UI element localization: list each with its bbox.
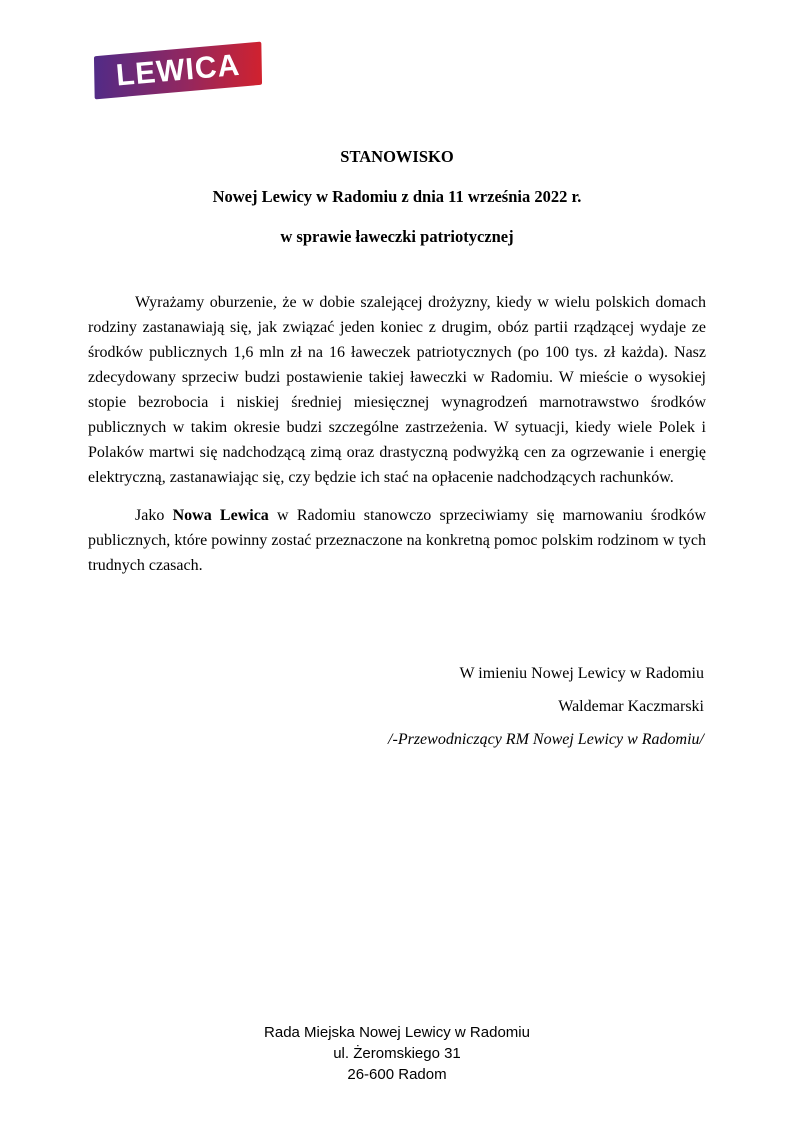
paragraph-2-prefix: Jako xyxy=(135,507,173,524)
lewica-logo xyxy=(94,42,262,100)
footer-address xyxy=(0,1022,794,1085)
paragraph-2 xyxy=(88,503,706,578)
document-body xyxy=(88,290,706,591)
signature-block xyxy=(388,662,704,761)
signature-name: Waldemar Kaczmarski xyxy=(558,698,704,715)
footer-street: ul. Żeromskiego 31 xyxy=(333,1045,461,1062)
footer-city: 26-600 Radom xyxy=(347,1066,447,1083)
signature-on-behalf: W imieniu Nowej Lewicy w Radomiu xyxy=(459,665,704,682)
document-subtitle-subject: w sprawie ławeczki patriotycznej xyxy=(280,227,514,246)
document-title: STANOWISKO xyxy=(340,147,454,166)
signature-role: /-Przewodniczący RM Nowej Lewicy w Radomiu/ xyxy=(388,731,704,748)
lewica-logo-text: LEWICA xyxy=(114,47,242,93)
footer-organization: Rada Miejska Nowej Lewicy w Radomiu xyxy=(264,1024,530,1041)
paragraph-2-suffix: w Radomiu stanowczo sprzeciwiamy się marnowaniu środków publicznych, które powinny zostać przeznaczone na konkretną pomoc polskim rodzinom w tych trudnych czasach. xyxy=(88,507,706,574)
paragraph-2-bold-party-name: Nowa Lewica xyxy=(172,507,269,524)
document-subtitle-date: Nowej Lewicy w Radomiu z dnia 11 września 2022 r. xyxy=(212,187,582,206)
document-title-block xyxy=(0,148,794,268)
paragraph-1: Wyrażamy oburzenie, że w dobie szalejącej drożyzny, kiedy w wielu polskich domach rodziny zastanawiają się, jak związać jeden koniec z drugim, obóz partii rządzącej wydaje ze środków publicznych 1,6 mln zł na 16 ławeczek patriotycznych (po 100 tys. zł każda). Nasz zdecydowany sprzeciw budzi postawienie takiej ławeczki w Radomiu. W mieście o wysokiej stopie bezrobocia i niskiej średniej miesięcznej wynagrodzeń marnotrawstwo środków publicznych w takim okresie budzi szczególne zastrzeżenia. W sytuacji, kiedy wiele Polek i Polaków martwi się nadchodzącą zimą oraz drastyczną podwyżką cen za ogrzewanie i energię elektryczną, zastanawiając się, czy będzie ich stać na opłacenie nadchodzących rachunków. xyxy=(88,294,706,486)
